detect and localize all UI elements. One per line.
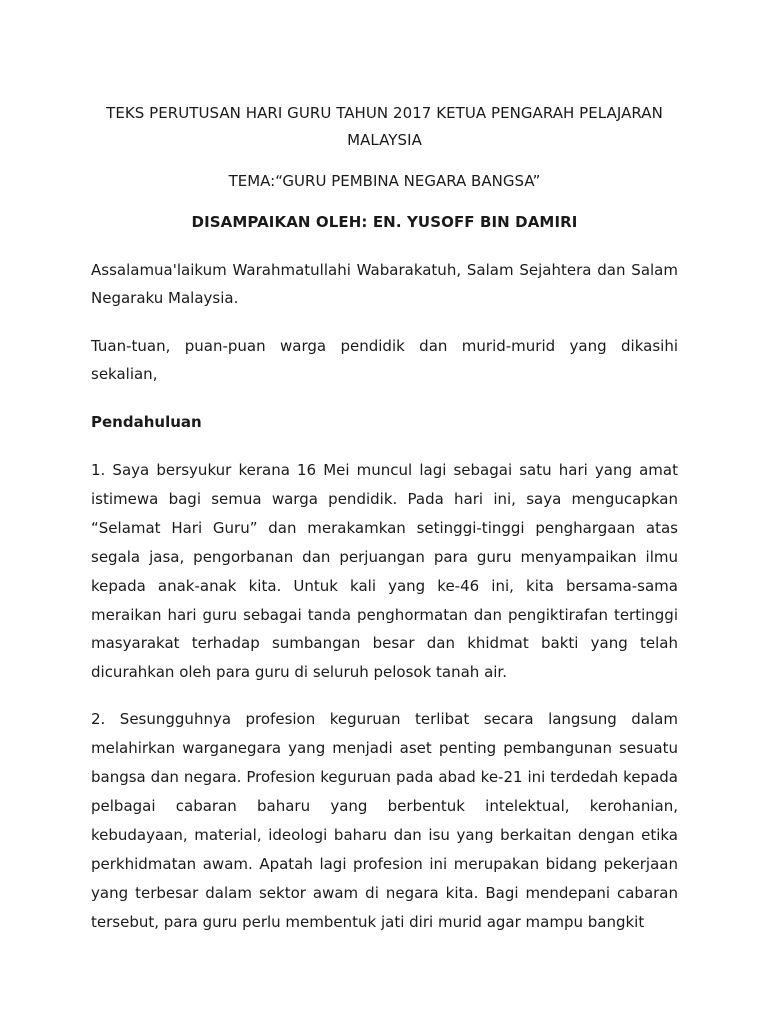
document-presenter: DISAMPAIKAN OLEH: EN. YUSOFF BIN DAMIRI [191,213,578,231]
address-paragraph: Tuan-tuan, puan-puan warga pendidik dan murid-murid yang dikasihi sekalian, [91,337,678,383]
section-heading: Pendahuluan [91,413,202,431]
document-body [91,100,678,955]
document-title: TEKS PERUTUSAN HARI GURU TAHUN 2017 KETUA PENGARAH PELAJARAN MALAYSIA [106,104,663,149]
paragraph-1: 1. Saya bersyukur kerana 16 Mei muncul lagi sebagai satu hari yang amat istimewa bagi semua warga pendidik. Pada hari ini, saya mengucapkan “Selamat Hari Guru” dan merakamkan setinggi-tinggi penghargaan atas segala jasa, pengorbanan dan perjuangan para guru menyampaikan ilmu kepada anak-anak kita. Untuk kali yang ke-46 ini, kita bersama-sama meraikan hari guru sebagai tanda penghormatan dan pengiktirafan tertinggi masyarakat terhadap sumbangan besar dan khidmat bakti yang telah dicurahkan oleh para guru di seluruh pelosok tanah air. [91,461,678,682]
document-theme: TEMA:“GURU PEMBINA NEGARA BANGSA” [228,172,541,190]
greeting-paragraph: Assalamua'laikum Warahmatullahi Wabarakatuh, Salam Sejahtera dan Salam Negaraku Malaysia. [91,261,678,307]
paragraph-2: 2. Sesungguhnya profesion keguruan terlibat secara langsung dalam melahirkan warganegara yang menjadi aset penting pembangunan sesuatu bangsa dan negara. Profesion keguruan pada abad ke-21 ini terdedah kepada pelbagai cabaran baharu yang berbentuk intelektual, kerohanian, kebudayaan, material, ideologi baharu dan isu yang berkaitan dengan etika perkhidmatan awam. Apatah lagi profesion ini merupakan bidang pekerjaan yang terbesar dalam sektor awam di negara kita. Bagi mendepani cabaran tersebut, para guru perlu membentuk jati diri murid agar mampu bangkit [91,710,678,931]
